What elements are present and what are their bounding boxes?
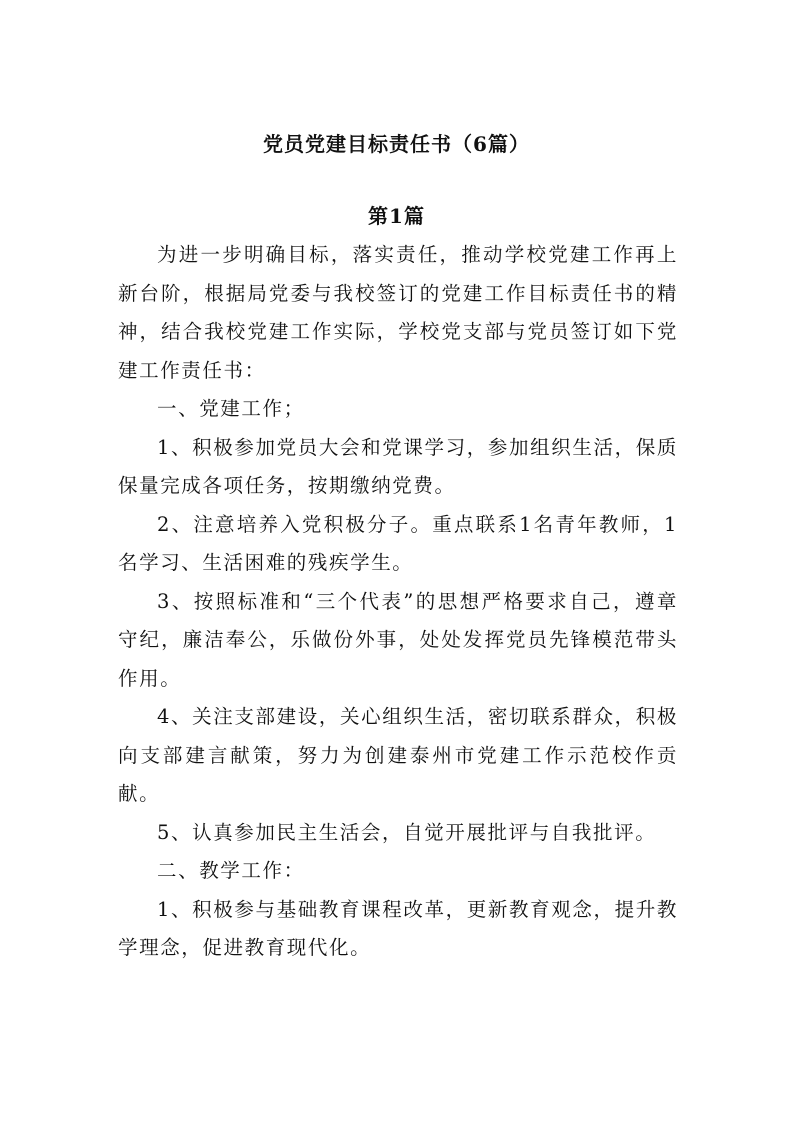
list-item: 1、积极参与基础教育课程改革，更新教育观念，提升教学理念，促进教育现代化。 (118, 897, 678, 959)
document-title: 党员党建目标责任书（6篇） (263, 132, 530, 156)
list-item: 2、注意培养入党积极分子。重点联系1名青年教师，1名学习、生活困难的残疾学生。 (118, 512, 678, 574)
list-item: 1、积极参加党员大会和党课学习，参加组织生活，保质保量完成各项任务，按期缴纳党费。 (118, 435, 678, 497)
document-body (118, 236, 678, 968)
list-item: 3、按照标准和“三个代表”的思想严格要求自己，遵章守纪，廉洁奉公，乐做份外事，处处发挥党员先锋模范带头作用。 (118, 589, 678, 690)
section-heading-party-building: 一、党建工作； (157, 397, 305, 420)
section-heading: 第1篇 (368, 204, 425, 228)
intro-paragraph: 为进一步明确目标，落实责任，推动学校党建工作再上新台阶，根据局党委与我校签订的党建工作目标责任书的精神，结合我校党建工作实际，学校党支部与党员签订如下党建工作责任书： (118, 243, 678, 382)
list-item: 4、关注支部建设，关心组织生活，密切联系群众，积极向支部建言献策，努力为创建泰州市党建工作示范校作贡献。 (118, 705, 678, 805)
section-heading-teaching: 二、教学工作： (157, 859, 305, 882)
list-item: 5、认真参加民主生活会，自觉开展批评与自我批评。 (157, 820, 657, 844)
